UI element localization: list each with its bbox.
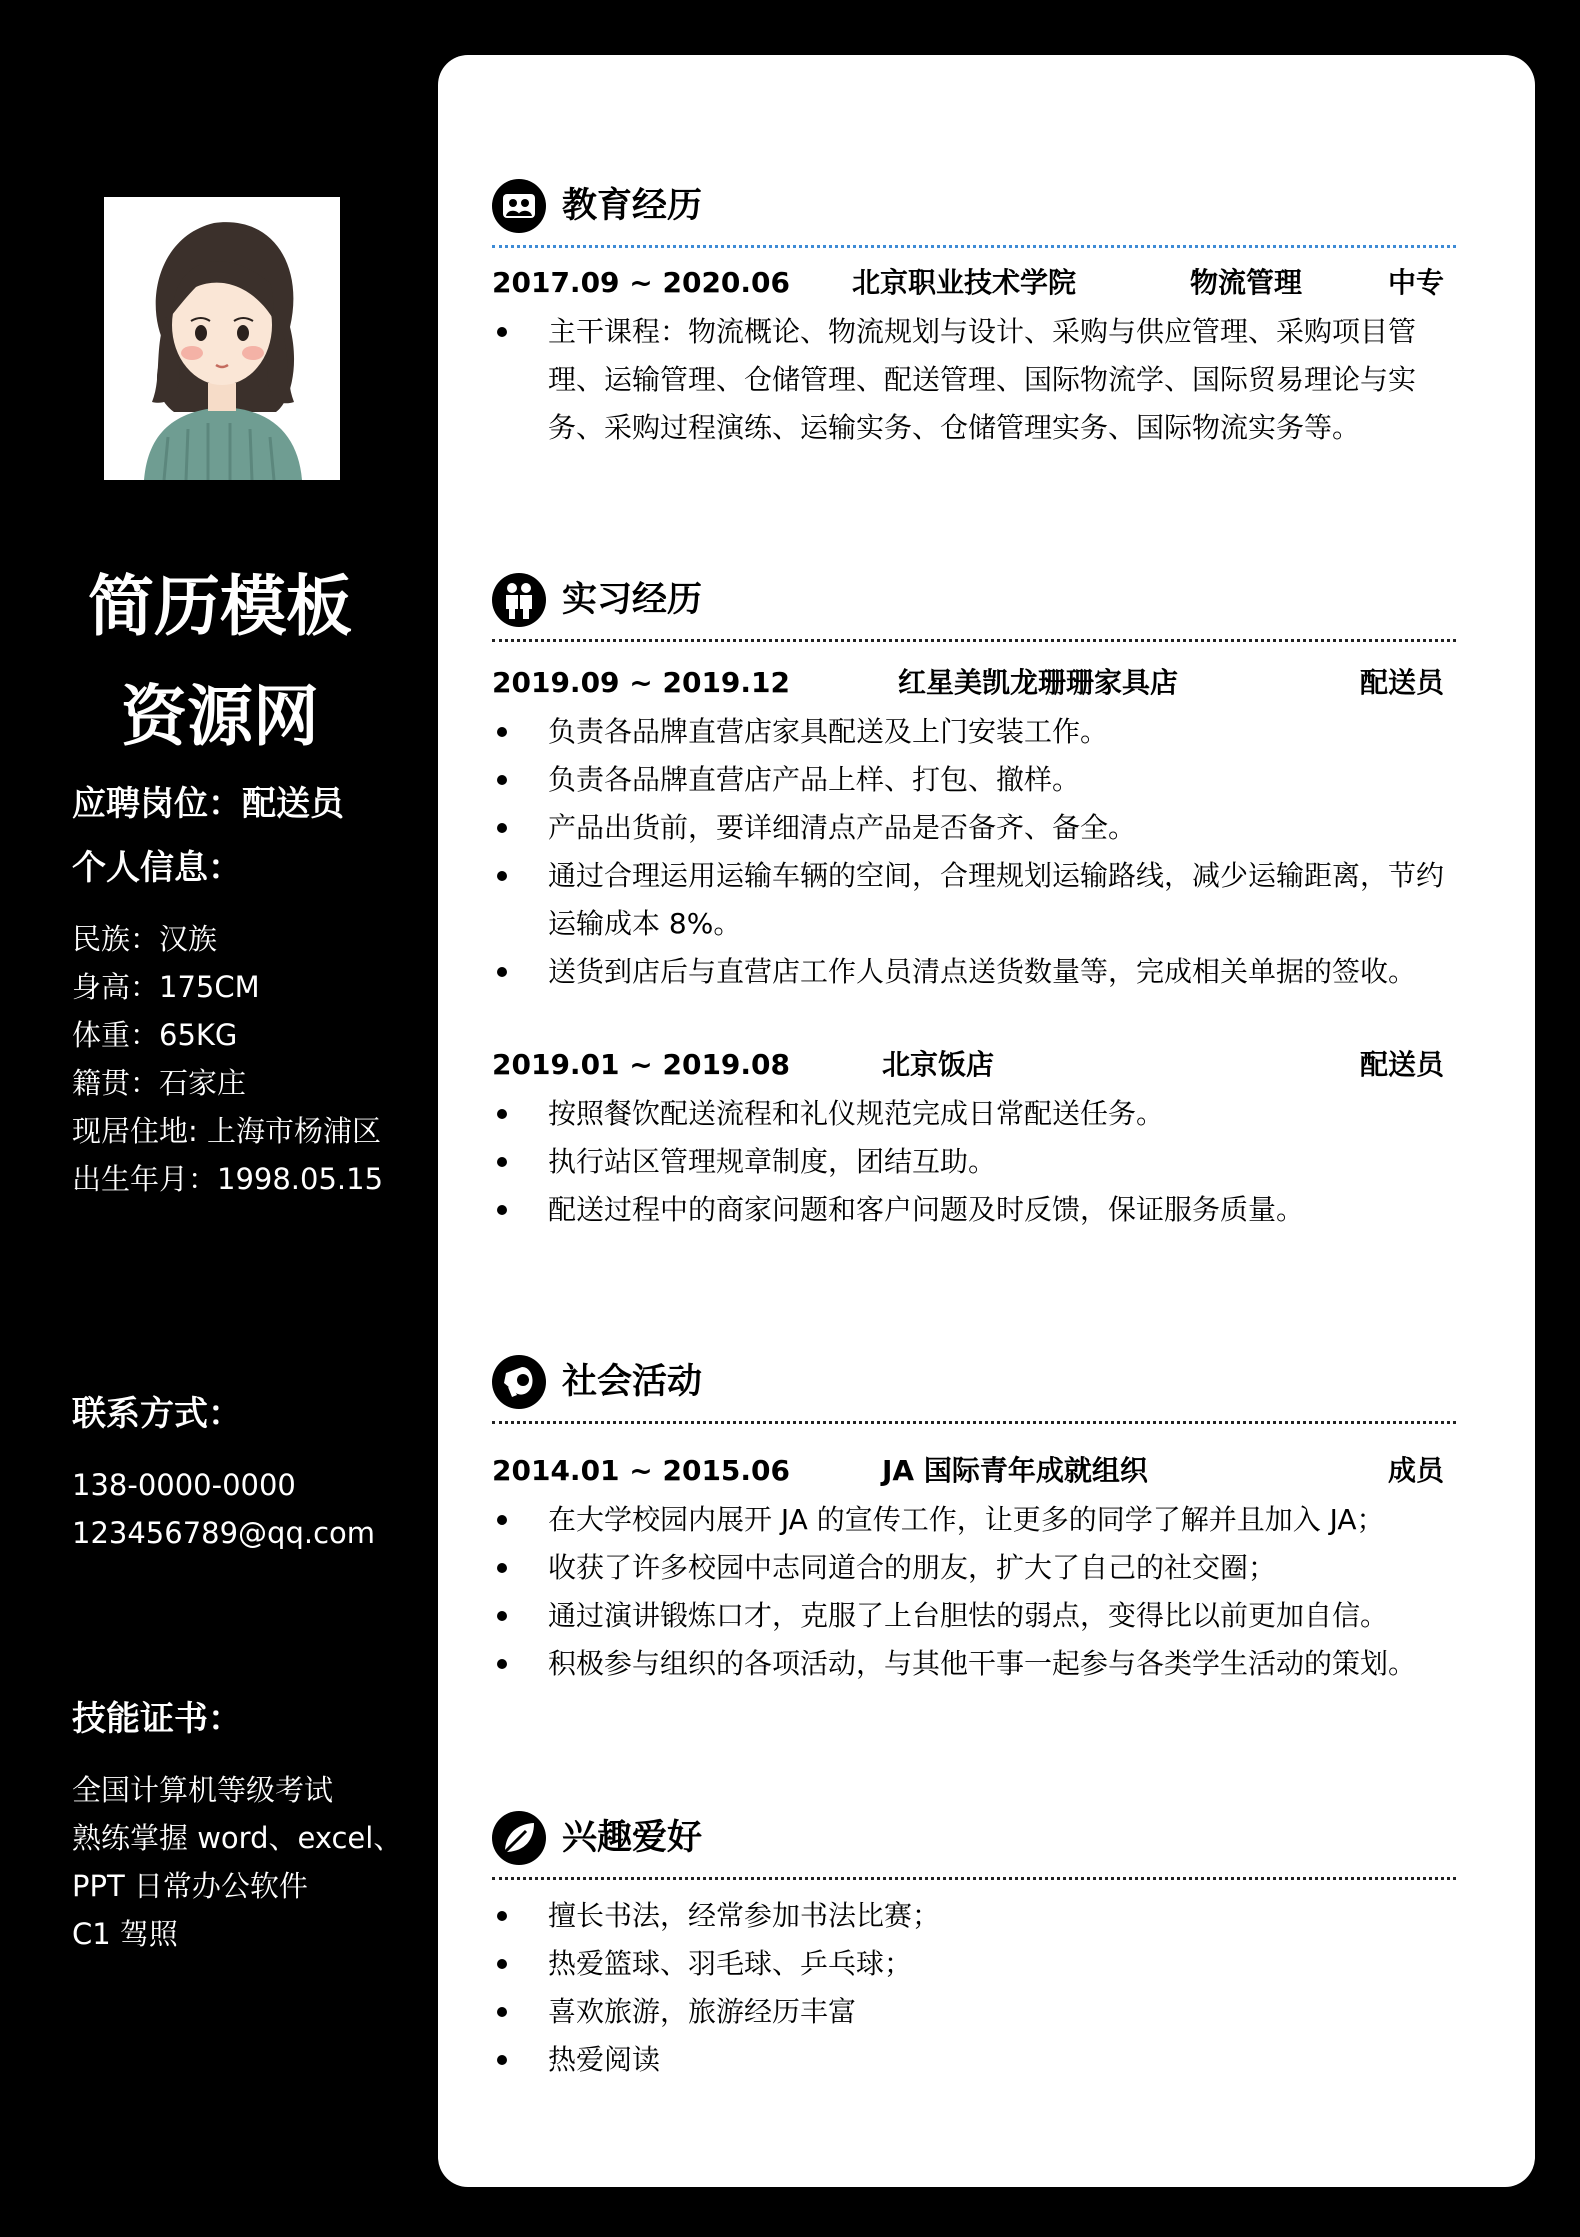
education-entry <box>492 258 1456 452</box>
hobbies-header <box>492 1811 1456 1869</box>
skill-item: PPT 日常办公软件 <box>72 1869 308 1903</box>
activity-title: 社会活动 <box>562 1362 703 1402</box>
education-bullets <box>492 308 1456 452</box>
list-item: 执行站区管理规章制度，团结互助。 <box>492 1138 1456 1186</box>
info-list <box>72 915 383 1203</box>
section-divider <box>492 245 1456 248</box>
resume-content-panel <box>438 55 1535 2187</box>
list-item: 主干课程：物流概论、物流规划与设计、采购与供应管理、采购项目管理、运输管理、仓储管理、配送管理、国际物流学、国际贸易理论与实务、采购过程演练、运输实务、仓储管理实务、国际物流实务等。 <box>492 308 1456 452</box>
info-birth: 出生年月：1998.05.15 <box>72 1162 384 1196</box>
hobbies-section <box>492 1811 1456 2084</box>
contact-email: 123456789@qq.com <box>72 1516 376 1550</box>
leaf-icon <box>492 1811 546 1865</box>
section-divider <box>492 1421 1456 1424</box>
contact-heading: 联系方式： <box>72 1394 242 1434</box>
internship-company: 北京饭店 <box>882 1048 995 1081</box>
activity-section <box>492 1355 1456 1688</box>
activity-period: 2014.01 ~ 2015.06 <box>492 1454 791 1487</box>
people-icon <box>492 573 546 627</box>
hobbies-bullets <box>492 1892 1456 2084</box>
skills-heading: 技能证书： <box>72 1699 242 1739</box>
list-item: 通过合理运用运输车辆的空间，合理规划运输路线，减少运输距离，节约运输成本 8%。 <box>492 852 1456 948</box>
activity-bullets <box>492 1496 1456 1688</box>
internship-period: 2019.01 ~ 2019.08 <box>492 1048 791 1081</box>
education-header <box>492 179 1456 237</box>
info-ethnicity: 民族：汉族 <box>72 922 218 956</box>
activity-org: JA 国际青年成就组织 <box>882 1454 1148 1487</box>
skills-list <box>72 1766 402 1958</box>
education-title: 教育经历 <box>562 186 703 226</box>
list-item: 积极参与组织的各项活动，与其他干事一起参与各类学生活动的策划。 <box>492 1640 1456 1688</box>
education-degree: 中专 <box>1387 266 1444 299</box>
activity-entry-header <box>492 1446 1456 1496</box>
info-residence: 现居住地: 上海市杨浦区 <box>72 1114 381 1148</box>
megaphone-icon <box>492 1355 546 1409</box>
list-item: 擅长书法，经常参加书法比赛； <box>492 1892 1456 1940</box>
section-divider <box>492 639 1456 642</box>
section-divider <box>492 1877 1456 1880</box>
list-item: 负责各品牌直营店家具配送及上门安装工作。 <box>492 708 1456 756</box>
contact-phone: 138-0000-0000 <box>72 1468 296 1502</box>
education-major: 物流管理 <box>1190 266 1303 299</box>
skill-item: 全国计算机等级考试 <box>72 1773 334 1807</box>
info-height: 身高：175CM <box>72 970 260 1004</box>
hobbies-title: 兴趣爱好 <box>562 1818 703 1858</box>
list-item: 收获了许多校园中志同道合的朋友，扩大了自己的社交圈； <box>492 1544 1456 1592</box>
list-item: 热爱篮球、羽毛球、乒乓球； <box>492 1940 1456 1988</box>
activity-entry <box>492 1446 1456 1688</box>
internship-role: 配送员 <box>1359 666 1444 699</box>
skill-item: 熟练掌握 word、excel、 <box>72 1821 403 1855</box>
job-title: 应聘岗位：配送员 <box>72 784 344 824</box>
activity-header <box>492 1355 1456 1413</box>
contact-list <box>72 1461 375 1557</box>
info-hometown: 籍贯：石家庄 <box>72 1066 247 1100</box>
education-period: 2017.09 ~ 2020.06 <box>492 266 791 299</box>
internship-entry-header <box>492 658 1456 708</box>
internship-entry-header <box>492 1040 1456 1090</box>
activity-role: 成员 <box>1387 1454 1444 1487</box>
list-item: 配送过程中的商家问题和客户问题及时反馈，保证服务质量。 <box>492 1186 1456 1234</box>
education-entry-header <box>492 258 1456 308</box>
list-item: 喜欢旅游，旅游经历丰富 <box>492 1988 1456 2036</box>
name-line-1: 简历模板 <box>88 568 352 645</box>
info-heading: 个人信息： <box>72 848 242 888</box>
education-section <box>492 179 1456 452</box>
list-item: 通过演讲锻炼口才，克服了上台胆怯的弱点，变得比以前更加自信。 <box>492 1592 1456 1640</box>
skill-item: C1 驾照 <box>72 1917 178 1951</box>
list-item: 在大学校园内展开 JA 的宣传工作，让更多的同学了解并且加入 JA； <box>492 1496 1456 1544</box>
list-item: 负责各品牌直营店产品上样、打包、撤样。 <box>492 756 1456 804</box>
internship-bullets <box>492 708 1456 996</box>
internship-role: 配送员 <box>1359 1048 1444 1081</box>
education-school: 北京职业技术学院 <box>852 266 1077 299</box>
graduation-icon <box>492 179 546 233</box>
internship-company: 红星美凯龙珊珊家具店 <box>898 666 1179 699</box>
candidate-name <box>40 552 400 772</box>
internship-bullets <box>492 1090 1456 1234</box>
list-item: 产品出货前，要详细清点产品是否备齐、备全。 <box>492 804 1456 852</box>
list-item: 按照餐饮配送流程和礼仪规范完成日常配送任务。 <box>492 1090 1456 1138</box>
internship-header <box>492 573 1456 631</box>
list-item: 热爱阅读 <box>492 2036 1456 2084</box>
list-item: 送货到店后与直营店工作人员清点送货数量等，完成相关单据的签收。 <box>492 948 1456 996</box>
avatar <box>104 197 340 480</box>
info-weight: 体重：65KG <box>72 1018 238 1052</box>
internship-section <box>492 573 1456 1234</box>
internship-period: 2019.09 ~ 2019.12 <box>492 666 791 699</box>
internship-entry <box>492 658 1456 996</box>
name-line-2: 资源网 <box>121 678 319 755</box>
internship-entry <box>492 1040 1456 1234</box>
internship-title: 实习经历 <box>562 580 703 620</box>
